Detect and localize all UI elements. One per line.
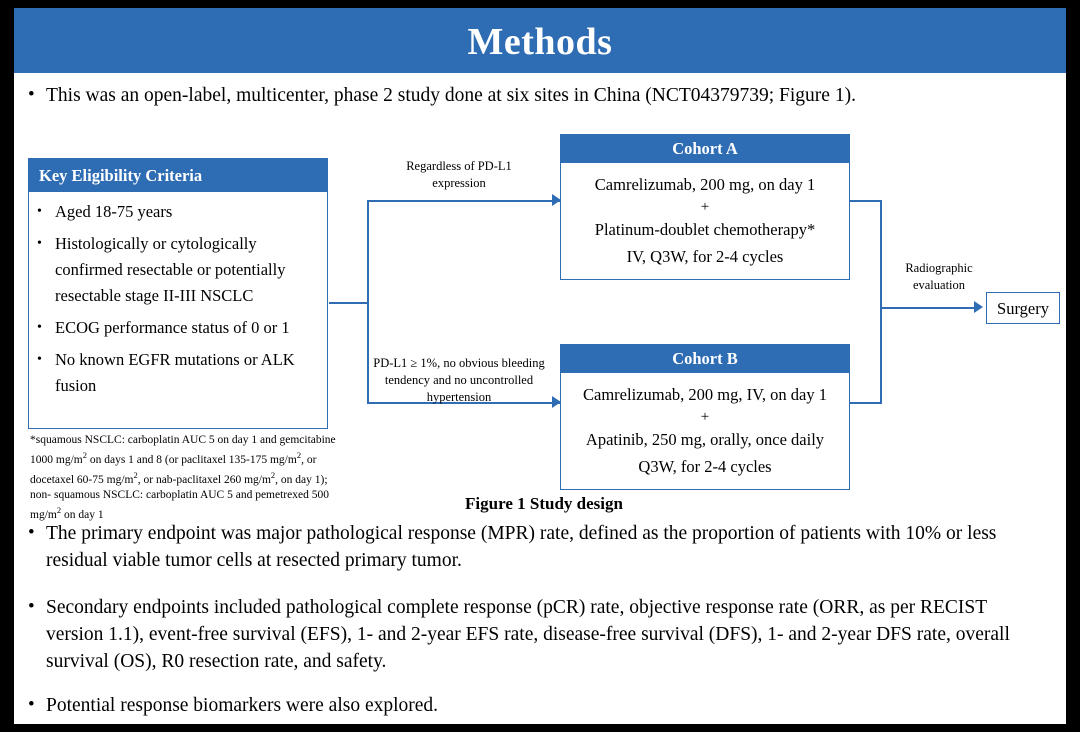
bullet-marker: • [28, 84, 35, 105]
bullet-marker: • [37, 352, 42, 367]
surgery-box: Surgery [986, 292, 1060, 324]
figure-caption: Figure 1 Study design [465, 494, 623, 513]
cohort-b-plus: + [700, 409, 710, 425]
intro-bullet [28, 82, 1058, 109]
cohort-b-box [560, 344, 850, 490]
primary-endpoint-bullet [28, 520, 1048, 574]
connector-cohort-a-out [850, 200, 882, 202]
list-item [37, 347, 323, 399]
cohort-b-line-2: Apatinib, 250 mg, orally, once daily [585, 430, 825, 449]
connector-eligibility-horizontal [329, 302, 369, 304]
footnote-sup: 2 [82, 450, 87, 460]
biomarkers-text: Potential response biomarkers were also explored. [46, 695, 439, 716]
footnote-line-2a: paclitaxel 135-175 mg/m [181, 453, 297, 466]
cohort-a-body [561, 163, 849, 270]
connector-to-surgery [880, 307, 980, 309]
footnote-sup: 2 [56, 504, 62, 515]
footnote-line-2d: , on day 1); non- [30, 473, 328, 501]
secondary-endpoints-bullet [28, 594, 1048, 675]
footnote-sup: 2 [296, 450, 302, 460]
slide-canvas [14, 8, 1066, 724]
cohort-a-line-3: IV, Q3W, for 2-4 cycles [626, 247, 784, 266]
list-item [37, 315, 323, 341]
cohort-a-line-2: Platinum-doublet chemotherapy* [594, 220, 816, 239]
arrowhead-surgery-icon [974, 301, 983, 313]
cohort-a-header: Cohort A [561, 135, 849, 163]
label-pdl1-criteria: PD-L1 ≥ 1%, no obvious bleeding tendency and no uncontrolled hypertension [373, 356, 545, 404]
connector-to-cohort-a [367, 200, 560, 202]
eligibility-criteria-box [28, 158, 328, 429]
bullet-marker: • [28, 694, 35, 715]
connector-cohort-b-out [850, 402, 882, 404]
page-title: Methods [467, 21, 613, 63]
label-radiographic-evaluation: Radiographic evaluation [905, 261, 973, 292]
bullet-marker: • [28, 596, 35, 617]
biomarkers-bullet [28, 692, 1048, 719]
eligibility-header: Key Eligibility Criteria [29, 159, 327, 192]
primary-endpoint-text: The primary endpoint was major pathological response (MPR) rate, defined as the proportion of patients with 10% or less residual viable tumor cells at resected primary tumor. [46, 523, 997, 571]
secondary-endpoints-text: Secondary endpoints included pathological complete response (pCR) rate, objective response rate (ORR, as per RECIST version 1.1), event-free survival (EFS), 1- and 2-year EFS rate, disease-free survival (DFS), 1- and 2-year DFS rate, overall survival (OS), R0 resection rate, and safety. [46, 597, 1010, 672]
bullet-marker: • [37, 236, 42, 251]
cohort-a-plus: + [700, 199, 710, 215]
footnote-line-1b: on days 1 and 8 (or [86, 453, 179, 466]
footnote-line-1a: *squamous NSCLC: carboplatin AUC 5 on day 1 and gemcitabine 1000 mg/m [30, 434, 336, 466]
footnote-sup: 2 [270, 469, 276, 480]
cohort-a-line-1: Camrelizumab, 200 mg, on day 1 [594, 175, 816, 194]
list-item [37, 231, 323, 309]
footnote-sup: 2 [133, 469, 138, 480]
cohort-a-box [560, 134, 850, 280]
bullet-marker: • [37, 204, 42, 219]
footnote-line-2b: , or docetaxel 60-75 mg/m [30, 453, 317, 486]
footnote-line-2c: , or nab-paclitaxel 260 mg/m [137, 473, 271, 486]
study-design-figure [24, 120, 1064, 521]
list-item [37, 199, 323, 225]
eligibility-item-text: Aged 18-75 years [55, 202, 173, 221]
intro-bullet-text: This was an open-label, multicenter, phase 2 study done at six sites in China (NCT04379739; Figure 1). [46, 85, 856, 106]
eligibility-list [37, 199, 323, 405]
footnote-line-3b: on day 1 [61, 508, 104, 521]
eligibility-item-text: No known EGFR mutations or ALK fusion [55, 350, 295, 395]
cohort-b-line-3: Q3W, for 2-4 cycles [638, 457, 772, 476]
cohort-b-line-1: Camrelizumab, 200 mg, IV, on day 1 [583, 385, 827, 404]
cohort-b-header: Cohort B [561, 345, 849, 373]
cohort-b-body [561, 373, 849, 480]
connector-merge-vertical [880, 200, 882, 404]
bullet-marker: • [28, 522, 35, 543]
label-regardless-pdl1: Regardless of PD-L1 expression [406, 159, 512, 190]
eligibility-item-text: Histologically or cytologically confirmed resectable or potentially resectable stage II-III NSCLC [55, 234, 286, 305]
bullet-marker: • [37, 320, 42, 335]
footnote-line-3a: squamous NSCLC: carboplatin AUC 5 and pemetrexed 500 mg/m [30, 488, 329, 521]
eligibility-item-text: ECOG performance status of 0 or 1 [55, 318, 290, 337]
